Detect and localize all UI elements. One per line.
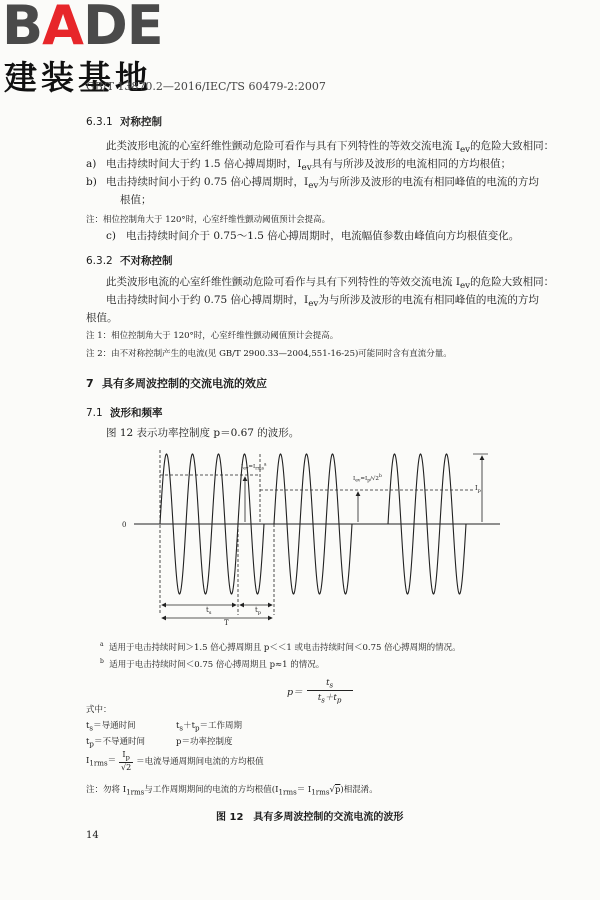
heading-6-3-2: 6.3.2 不对称控制 (86, 255, 173, 267)
note-1: 注 1：相位控制角大于 120°时，心室纤维性颤动阈值预计会提高。 (86, 331, 339, 341)
figure-caption: 图 12 具有多周波控制的交流电流的波形 (216, 812, 404, 823)
note-6-3-1: 注：相位控制角大于 120°时，心室纤维性颤动阈值预计会提高。 (86, 215, 331, 225)
def-p: p＝功率控制度 (176, 737, 233, 747)
standard-header: GB/T 13870.2—2016/IEC/TS 60479-2:2007 (86, 80, 326, 93)
heading-7: 7 具有多周波控制的交流电流的效应 (86, 377, 267, 390)
item-a: a) 电击持续时间大于约 1.5 倍心搏周期时，$I_{ev}$具有与所涉及波形的电流相同的方均根值； (86, 158, 512, 174)
formula-irms: $I_{1rms}=$ $I_p$ √2 ＝电流导通周期间电流的方均根值 (86, 750, 264, 772)
rms-label-b: $I_{ev}=I_p/√2^b$ (353, 474, 382, 484)
heading-7-1: 7.1 波形和频率 (86, 407, 163, 419)
rms-label-a: $I_{ev}=I_{rms}^a$ (241, 462, 267, 472)
footnote-b: $^b$ 适用于电击持续时间＜0.75 倍心搏周期且 p≈1 的情况。 (100, 658, 325, 670)
item-b-cont: 根值； (120, 194, 152, 206)
final-note: 注：勿将 $I_{1rms}$与工作周期期间的电流的方均根值$(I_{1rms}= I_{1rms}√p)$相混淆。 (86, 785, 378, 797)
para-6-3-1: 此类波形电流的心室纤维性颤动危险可看作与具有下列特性的等效交流电流 $I_{ev}$的危险大致相同： (106, 140, 555, 156)
waveform-figure (100, 440, 520, 635)
footnote-a: $^a$ 适用于电击持续时间＞1.5 倍心搏周期且 p＜＜1 或电击持续时间＜0.75 倍心搏周期的情况。 (100, 641, 461, 653)
para-6-3-2-1: 此类波形电流的心室纤维性颤动危险可看作与具有下列特性的等效交流电流 $I_{ev}$的危险大致相同： (106, 276, 555, 292)
def-tp: $t_p=$不导通时间 (86, 737, 145, 749)
logo-wordmark: BADE (2, 0, 163, 57)
defs-heading: 式中： (86, 705, 112, 715)
note-2: 注 2：由不对称控制产生的电流(见 GB/T 2900.33—2004,551-16-25)可能同时含有直流分量。 (86, 349, 452, 359)
T-label: T (224, 619, 229, 627)
heading-6-3-1: 6.3.1 对称控制 (86, 116, 162, 128)
para-6-3-2-3: 根值。 (86, 312, 118, 324)
logo-chinese: 建装基地 (4, 58, 152, 97)
item-b: b) 电击持续时间小于约 0.75 倍心搏周期时，$I_{ev}$为与所涉及波形的电流有相同峰值的电流的方均 (86, 176, 539, 192)
def-cycle: $t_s+t_p=$工作周期 (176, 721, 243, 733)
intro-7-1: 图 12 表示功率控制度 p＝0.67 的波形。 (106, 427, 300, 439)
ts-label: $t_s$ (206, 606, 212, 616)
item-c: c) 电击持续时间介于 0.75～1.5 倍心搏周期时，电流幅值参数由峰值向方均根值变化。 (106, 230, 520, 242)
def-ts: $t_s=$导通时间 (86, 721, 136, 733)
formula-p: p＝ $t_s$ $t_s+t_p$ (287, 678, 353, 704)
tp-label: $t_p$ (255, 606, 262, 616)
para-6-3-2-2: 电击持续时间小于约 0.75 倍心搏周期时，$I_{ev}$为与所涉及波形的电流有相同峰值的电流的方均 (106, 294, 539, 310)
page-number: 14 (86, 830, 99, 841)
zero-label: 0 (122, 521, 127, 529)
ip-label: $I_p$ (475, 484, 481, 494)
